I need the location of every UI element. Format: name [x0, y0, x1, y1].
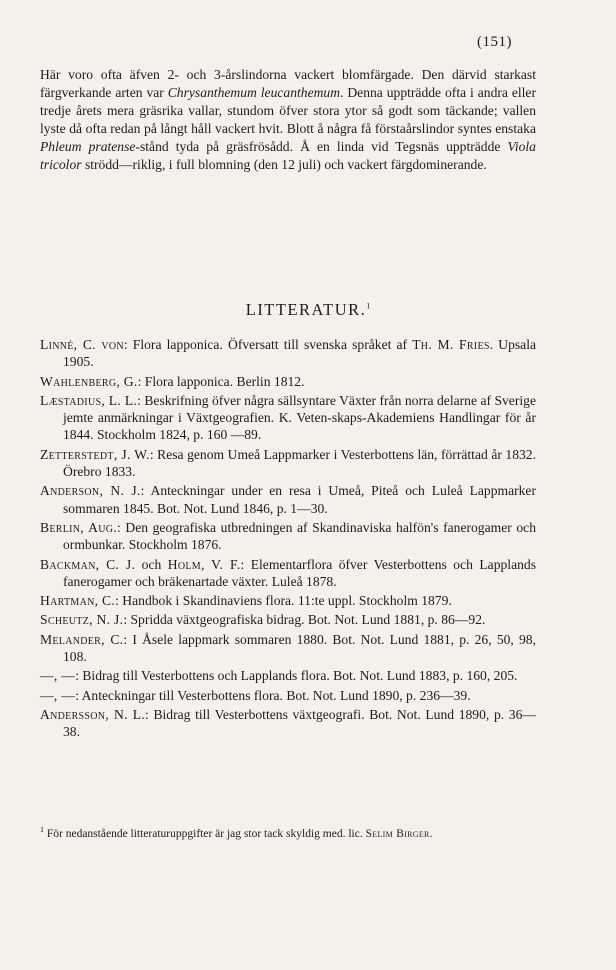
intro-text: strödd—riklig, i full blomning (den 12 juli) och vackert färgdominerande. [81, 156, 487, 172]
ref-author: —, — [40, 687, 76, 703]
ref-author: Berlin, Aug. [40, 519, 118, 535]
reference-item [40, 392, 536, 444]
ref-text: : Handbok i Skandinaviens flora. 11:te uppl. Stockholm 1879. [115, 593, 452, 609]
ref-author: Læstadius, L. L. [40, 392, 138, 408]
intro-text: Här voro ofta äfven 2- och 3-årslindorna vackert blomfärgade. Den därvid starkast färgverkande arten var [40, 67, 536, 100]
intro-text: . Denna uppträdde ofta i andra eller tredje årets mera gräsrika vallar, stundom öfver stora ytor så godt som täckande; vallen lyste då ofta redan på långt håll vackert hvit. Blott å några få förstaårslindor syntes enstaka [40, 84, 536, 136]
ref-text: : Beskrifning öfver några sällsyntare Växter från norra delarne af Sverige jemte anmärkningar i Växtgeografien. K. Veten-skaps-Akademiens Handlingar för år 1844. Stockholm 1824, p. 160 —89. [63, 392, 536, 443]
ref-text: : Elementarflora öfver Vesterbottens och Lapplands fanerogamer och bräkenartade växter. Luleå 1878. [63, 556, 536, 589]
reference-item [40, 446, 536, 481]
ref-author: Scheutz, N. J. [40, 612, 124, 628]
ref-text: och [135, 556, 168, 572]
ref-text: : Flora lapponica. Berlin 1812. [137, 373, 305, 389]
ref-text: : Resa genom Umeå Lappmarker i Vesterbottens län, förrättad år 1832. Örebro 1833. [63, 446, 537, 480]
ref-author: Th. M. Fries [412, 337, 490, 352]
intro-paragraph [40, 66, 536, 173]
ref-author: Melander, C. [40, 631, 124, 647]
species-name: Chrysanthemum leucanthemum [167, 84, 341, 100]
ref-author: Anderson, N. J. [40, 483, 141, 499]
ref-text: : Spridda växtgeografiska bidrag. Bot. Not. Lund 1881, p. 86—92. [123, 612, 486, 628]
reference-item [40, 667, 536, 684]
reference-item [40, 336, 536, 371]
footnote [40, 822, 536, 842]
footnote-mark: 1 [366, 301, 371, 311]
reference-item [40, 373, 536, 390]
reference-item [40, 631, 536, 666]
footnote-text: För nedanstående litteraturuppgifter är jag stor tack skyldig med. lic. [44, 827, 366, 840]
reference-item [40, 611, 536, 628]
intro-text: -stånd tyda på gräsfrösådd. Å en linda vid Tegsnäs uppträdde [135, 138, 508, 154]
ref-author: —, — [40, 668, 76, 684]
reference-item [40, 556, 536, 591]
footnote-person: Selim Birger [365, 827, 430, 840]
footnote-end: . [429, 827, 433, 840]
reference-item [40, 706, 536, 741]
reference-item [40, 482, 536, 517]
species-name: Phleum pratense [40, 138, 136, 154]
reference-item [40, 519, 536, 554]
ref-text: : I Åsele lappmark sommaren 1880. Bot. Not. Lund 1881, p. 26, 50, 98, 108. [63, 631, 536, 665]
ref-author: Andersson, N. L. [40, 706, 146, 722]
ref-text: : Anteckningar till Vesterbottens flora. Bot. Not. Lund 1890, p. 236—39. [75, 687, 471, 703]
ref-text: : Bidrag till Vesterbottens och Lapplands flora. Bot. Not. Lund 1883, p. 160, 205. [75, 668, 518, 684]
reference-item [40, 592, 536, 609]
ref-author: Holm, V. F. [167, 556, 241, 572]
ref-text: : Den geografiska utbredningen af Skandinaviska halfön's fanerogamer och ormbunkar. Stockholm 1876. [63, 519, 536, 553]
footnote-number: 1 [40, 825, 44, 834]
species-name: Viola tricolor [40, 138, 536, 172]
section-heading [0, 300, 616, 320]
ref-author: Linné, C. von [40, 337, 124, 352]
heading-title: LITTERATUR. [245, 300, 367, 319]
ref-text: . Upsala 1905. [63, 337, 536, 370]
ref-text: : Anteckningar under en resa i Umeå, Piteå och Luleå Lappmarker sommaren 1845. Bot. Not. Lund 1846, p. 1—30. [63, 483, 536, 516]
ref-author: Hartman, C. [40, 593, 116, 609]
page-number: (151) [477, 34, 512, 50]
ref-author: Backman, C. J. [40, 556, 136, 572]
reference-list [40, 336, 536, 743]
ref-text: : Flora lapponica. Öfversatt till svenska språket af [123, 337, 413, 352]
ref-author: Wahlenberg, G. [40, 373, 138, 389]
ref-text: : Bidrag till Vesterbottens växtgeografi. Bot. Not. Lund 1890, p. 36—38. [63, 706, 536, 740]
ref-author: Zetterstedt, J. W. [40, 446, 150, 462]
reference-item [40, 687, 536, 704]
